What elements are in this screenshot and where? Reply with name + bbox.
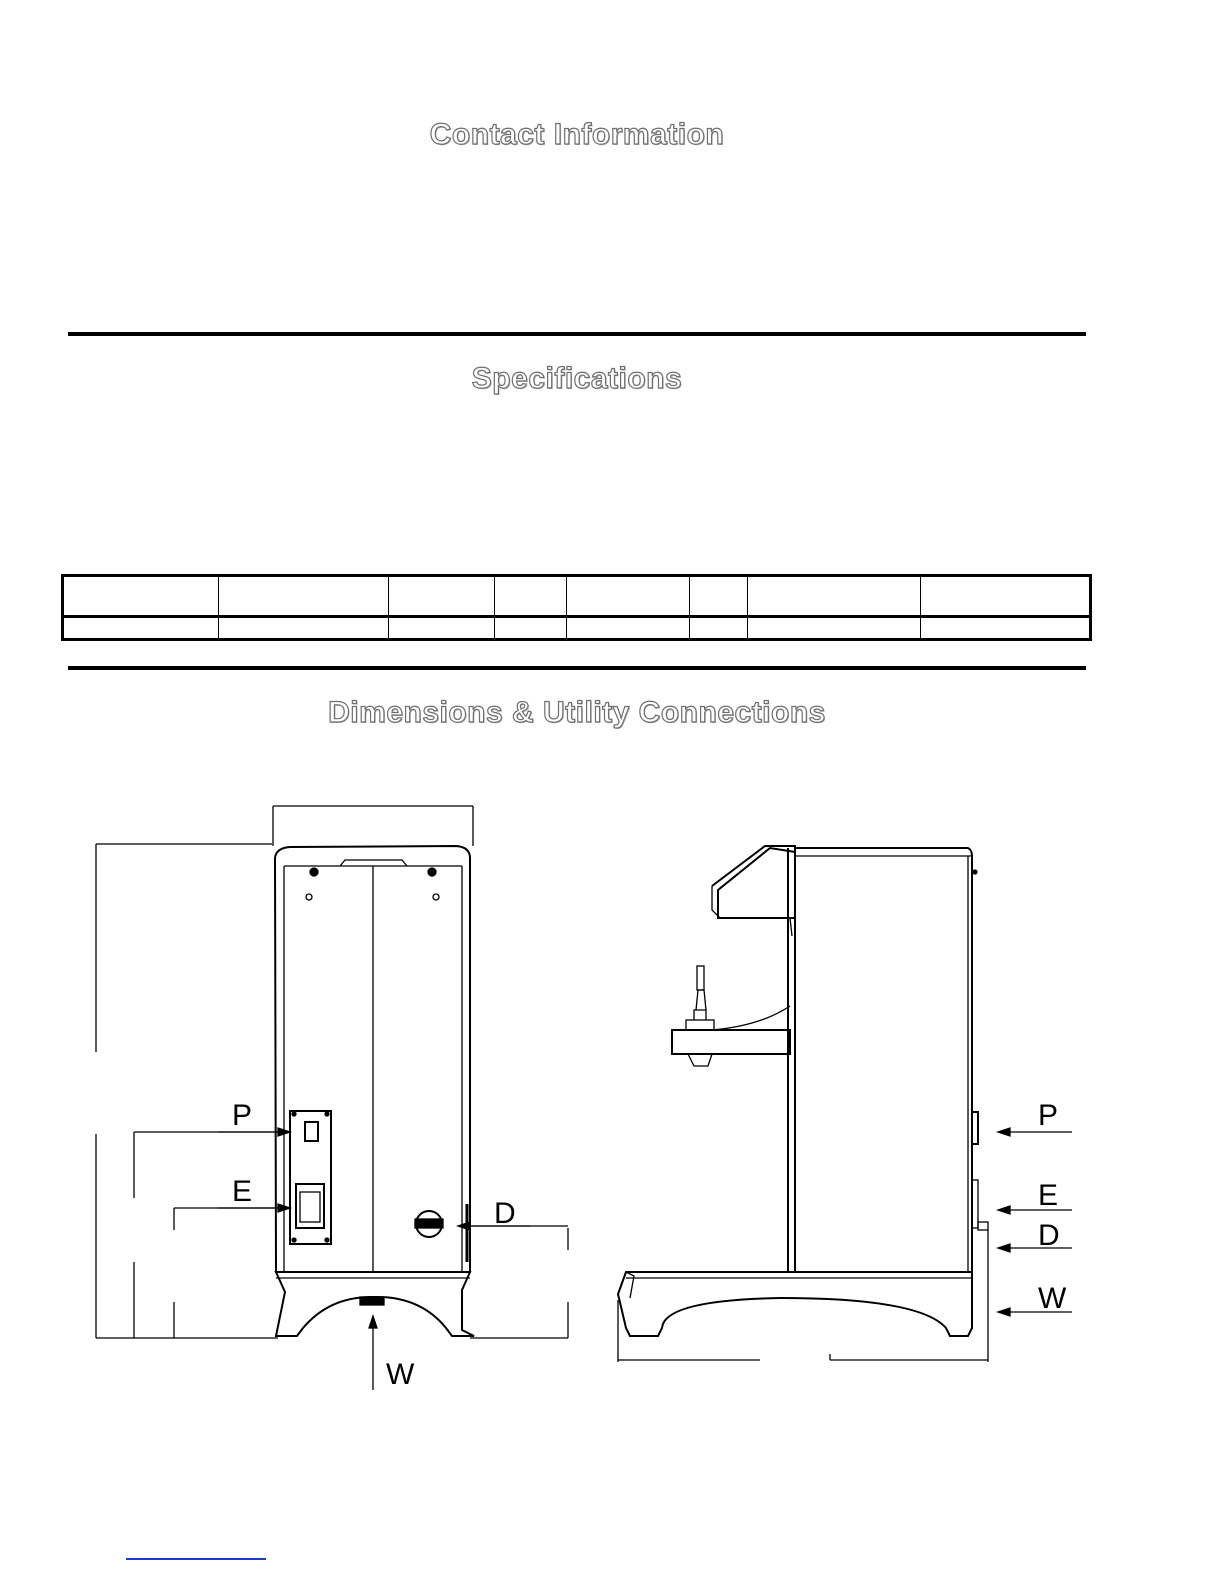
table-header-cell <box>495 576 567 617</box>
table-row <box>63 617 1091 640</box>
side-power-label: P <box>1038 1099 1059 1132</box>
table-header-cell <box>748 576 921 617</box>
section-divider <box>68 666 1086 670</box>
side-drain-label: D <box>1038 1219 1060 1252</box>
table-cell <box>748 617 921 640</box>
table-header-row <box>63 576 1091 617</box>
specifications-table <box>61 574 1092 641</box>
table-cell <box>567 617 690 640</box>
table-cell <box>921 617 1091 640</box>
table-header-cell <box>219 576 389 617</box>
contact-information-heading: Contact Information <box>429 118 725 151</box>
side-electrical-label: E <box>1038 1179 1059 1212</box>
section-divider <box>68 332 1086 336</box>
table-cell <box>690 617 748 640</box>
table-header-cell <box>63 576 219 617</box>
specifications-heading: Specifications <box>471 362 683 395</box>
table-cell <box>219 617 389 640</box>
table-header-cell <box>921 576 1091 617</box>
table-header-cell <box>567 576 690 617</box>
side-view-drawing <box>618 846 1072 1362</box>
front-power-label: P <box>232 1099 253 1132</box>
front-electrical-label: E <box>232 1175 253 1208</box>
dimension-drawings <box>0 790 1224 1410</box>
front-water-label: W <box>386 1358 415 1391</box>
table-cell <box>63 617 219 640</box>
front-view-drawing <box>96 806 568 1390</box>
side-water-label: W <box>1038 1282 1067 1315</box>
table-cell <box>389 617 495 640</box>
footer-link-underline[interactable] <box>126 1558 266 1560</box>
table-header-cell <box>690 576 748 617</box>
table-cell <box>495 617 567 640</box>
front-drain-label: D <box>494 1197 516 1230</box>
dimensions-heading: Dimensions & Utility Connections <box>328 696 826 729</box>
table-header-cell <box>389 576 495 617</box>
